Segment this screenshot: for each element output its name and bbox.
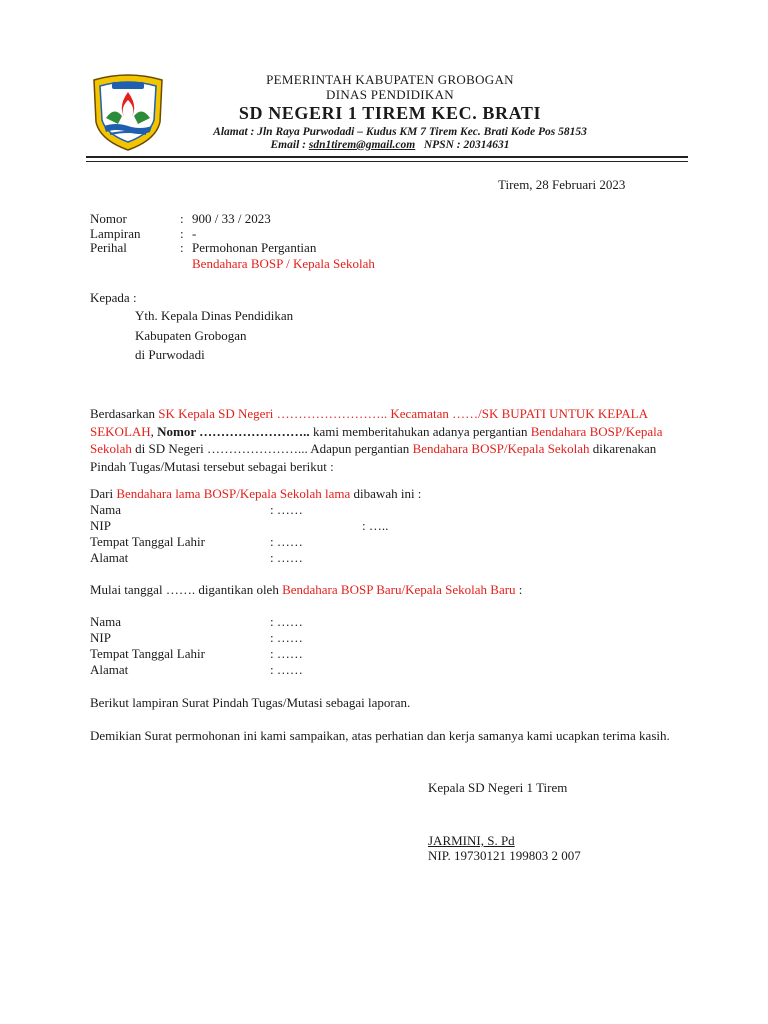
letterhead-rule-thick — [86, 156, 688, 158]
closing-paragraph: Demikian Surat permohonan ini kami sampaikan, atas perhatian dan kerja samanya kami ucapkan terima kasih. — [90, 728, 670, 743]
text-run-red: …………………….. — [273, 406, 391, 421]
old-officer-intro — [90, 486, 421, 502]
text-run-red: SK BUPATI UNTUK KEPALA SEKOLAH — [90, 406, 648, 439]
meta-perihal-line2: Bendahara BOSP / Kepala Sekolah — [192, 256, 375, 271]
new-field-label-alamat: Alamat — [90, 662, 129, 677]
signature-title: Kepala SD Negeri 1 Tirem — [428, 780, 568, 795]
old-field-value-ttl: : …… — [270, 534, 303, 549]
meta-label-perihal: Perihal — [90, 240, 127, 255]
email-label: Email : — [270, 139, 306, 151]
letterhead-school-name: SD NEGERI 1 TIREM KEC. BRATI — [238, 103, 542, 123]
meta-value-lampiran: - — [192, 226, 197, 241]
new-field-value-nip: : …… — [270, 630, 303, 645]
text-run-red: SK Kepala SD Negeri — [158, 406, 274, 421]
text-run: dikarenakan Pindah Tugas/Mutasi tersebut sebagai berikut : — [90, 441, 657, 474]
text-run-red: Bendahara BOSP/Kepala Sekolah — [90, 423, 663, 456]
new-field-label-nama: Nama — [90, 614, 122, 629]
old-field-value-nip: : ….. — [362, 518, 389, 533]
text-run: : — [515, 582, 523, 597]
text-run-bold: Nomor …………………….. — [157, 423, 310, 439]
recipient-kepada: Kepada : — [90, 290, 137, 305]
meta-label-nomor: Nomor — [90, 211, 127, 226]
new-field-label-ttl: Tempat Tanggal Lahir — [90, 646, 205, 661]
text-run-red: Bendahara BOSP Baru/Kepala Sekolah Baru — [282, 582, 516, 597]
text-run: dibawah ini : — [350, 486, 422, 501]
recipient-line2: Kabupaten Grobogan — [135, 328, 247, 343]
text-run-red: Kecamatan — [390, 406, 449, 421]
text-run: Mulai tanggal ……. digantikan oleh — [90, 582, 283, 597]
text-run: Dari — [90, 486, 117, 501]
letterhead-department: DINAS PENDIDIKAN — [326, 87, 454, 102]
recipient-line1: Yth. Kepala Dinas Pendidikan — [135, 308, 294, 323]
signature-nip: NIP. 19730121 199803 2 007 — [428, 848, 581, 863]
meta-colon: : — [180, 226, 184, 241]
text-run: Berdasarkan — [90, 406, 159, 421]
old-field-label-nama: Nama — [90, 502, 122, 517]
letter-date: Tirem, 28 Februari 2023 — [498, 177, 626, 192]
email-link[interactable]: sdn1tirem@gmail.com — [308, 139, 416, 151]
old-field-value-alamat: : …… — [270, 550, 303, 565]
meta-value-nomor: 900 / 33 / 2023 — [192, 211, 271, 226]
npsn: NPSN : 20314631 — [423, 139, 510, 151]
new-field-value-alamat: : …… — [270, 662, 303, 677]
grobogan-regency-emblem — [90, 72, 166, 152]
meta-label-lampiran: Lampiran — [90, 226, 141, 241]
body-paragraph-intro — [90, 405, 688, 475]
old-field-label-ttl: Tempat Tanggal Lahir — [90, 534, 205, 549]
text-run: di SD Negeri …………………... Adapun pergantian — [131, 441, 413, 456]
text-run-red: ……/ — [448, 406, 482, 421]
new-field-label-nip: NIP — [90, 630, 111, 645]
old-field-label-alamat: Alamat — [90, 550, 129, 565]
text-run-red: Bendahara lama BOSP/Kepala Sekolah lama — [116, 486, 351, 501]
signature-name: JARMINI, S. Pd — [428, 833, 515, 848]
recipient-line3: di Purwodadi — [135, 347, 205, 362]
new-field-value-ttl: : …… — [270, 646, 303, 661]
letterhead-contact — [170, 139, 610, 151]
new-field-value-nama: : …… — [270, 614, 303, 629]
letterhead-address: Alamat : Jln Raya Purwodadi – Kudus KM 7 Tirem Kec. Brati Kode Pos 58153 — [213, 126, 587, 138]
meta-colon: : — [180, 240, 184, 255]
letterhead-rule-thin — [86, 161, 688, 162]
letterhead-government: PEMERINTAH KABUPATEN GROBOGAN — [266, 72, 514, 87]
old-field-label-nip: NIP — [90, 518, 111, 533]
text-run: kami memberitahukan adanya pergantian — [309, 423, 531, 439]
text-run: , — [150, 423, 158, 439]
meta-value-perihal: Permohonan Pergantian — [192, 240, 317, 255]
new-officer-intro — [90, 582, 522, 598]
attachment-note: Berikut lampiran Surat Pindah Tugas/Mutasi sebagai laporan. — [90, 695, 411, 710]
meta-colon: : — [180, 211, 184, 226]
old-field-value-nama: : …… — [270, 502, 303, 517]
text-run-red: Bendahara BOSP/Kepala Sekolah — [412, 441, 590, 456]
